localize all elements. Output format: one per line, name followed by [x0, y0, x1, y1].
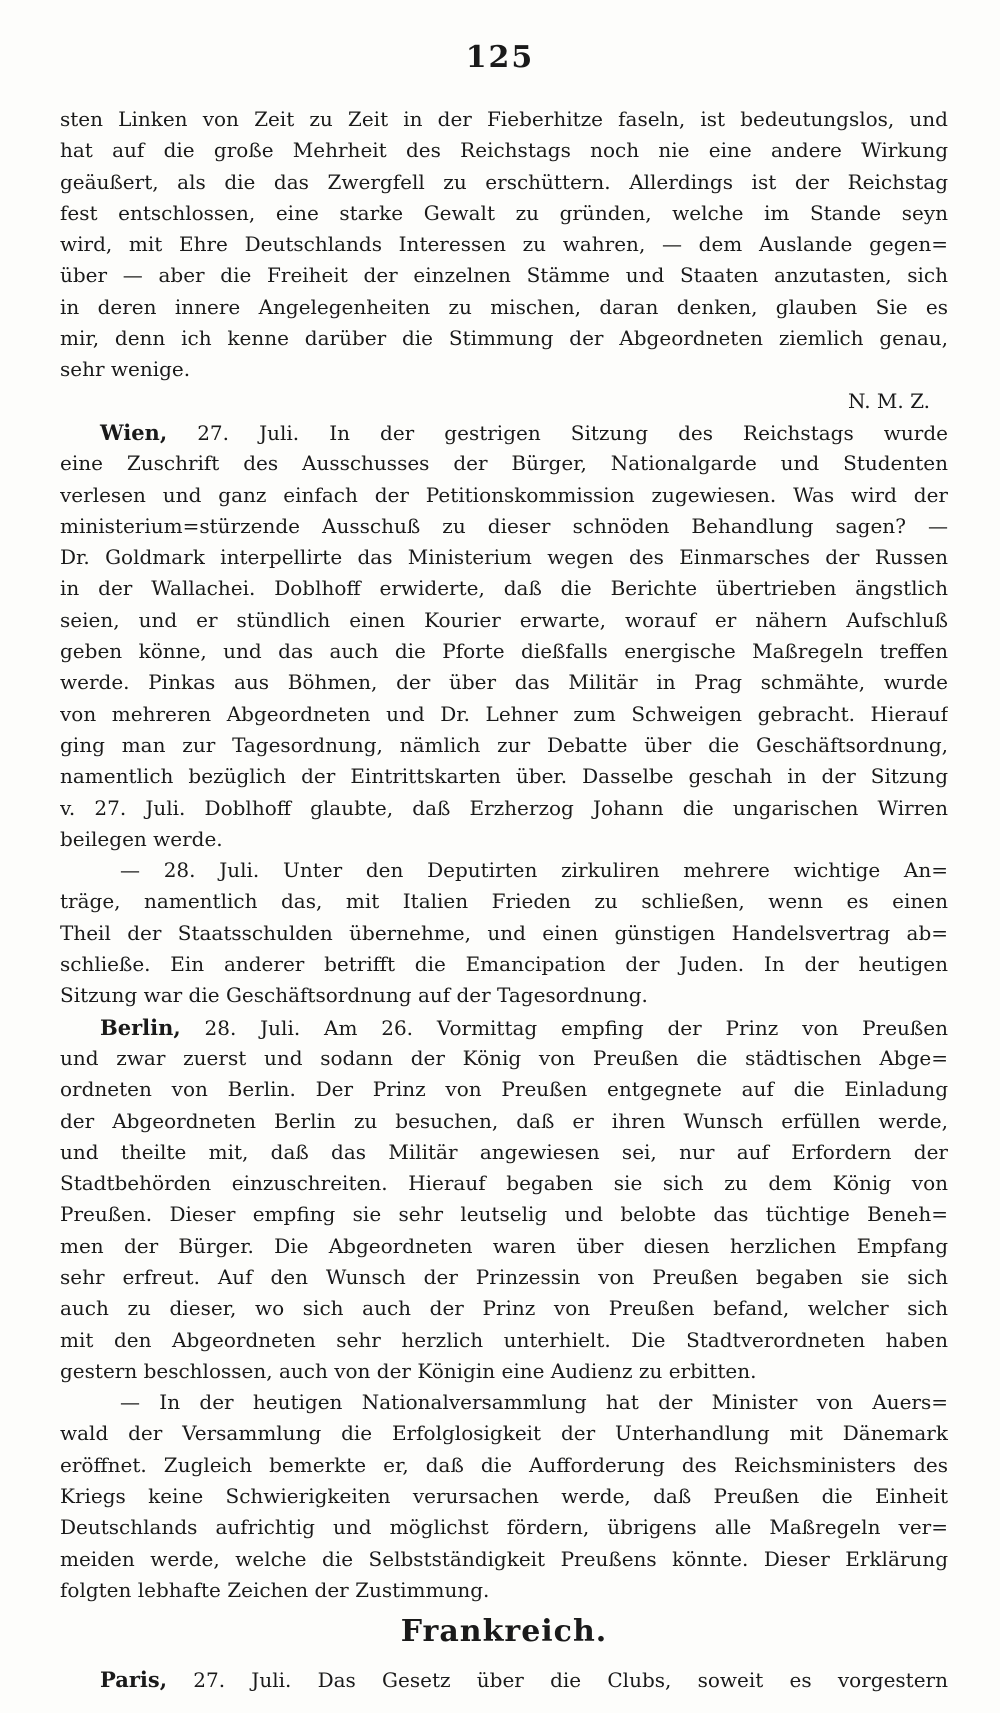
text-line: in deren innere Angelegenheiten zu mischen, daran denken, glauben Sie es — [60, 294, 948, 319]
text-line — [60, 1664, 948, 1695]
text-line: fest entschlossen, eine starke Gewalt zu gründen, welche im Stande seyn — [60, 200, 948, 225]
text-line: Deutschlands aufrichtig und möglichst fördern, übrigens alle Maßregeln ver= — [60, 1515, 948, 1540]
text-line: Kriegs keine Schwierigkeiten verursachen werde, daß Preußen die Einheit — [60, 1484, 948, 1509]
text-line — [60, 417, 948, 448]
text-line: seien, und er stündlich einen Kourier erwarte, worauf er nähern Aufschluß — [60, 607, 948, 632]
text-line: v. 27. Juli. Doblhoff glaubte, daß Erzherzog Johann die ungarischen Wirren — [60, 795, 948, 820]
paragraph-paris — [60, 1664, 948, 1695]
paragraph-continuation — [60, 104, 948, 417]
text-line: men der Bürger. Die Abgeordneten waren über diesen herzlichen Empfang — [60, 1233, 948, 1258]
text-line: Stadtbehörden einzuschreiten. Hierauf begaben sie sich zu dem König von — [60, 1171, 948, 1196]
text-line: eröffnet. Zugleich bemerkte er, daß die Aufforderung des Reichsministers des — [60, 1452, 948, 1477]
text-line: namentlich bezüglich der Eintrittskarten über. Dasselbe geschah in der Sitzung — [60, 764, 948, 789]
text-line: eine Zuschrift des Ausschusses der Bürger, Nationalgarde und Studenten — [60, 451, 948, 476]
text-line: werde. Pinkas aus Böhmen, der über das Militär in Prag schmähte, wurde — [60, 670, 948, 695]
text-line: verlesen und ganz einfach der Petitionskommission zugewiesen. Was wird der — [60, 482, 948, 507]
text-line: über — aber die Freiheit der einzelnen Stämme und Staaten anzutasten, sich — [60, 263, 948, 288]
dateline-place: Wien, — [100, 419, 168, 445]
text-line: in der Wallachei. Doblhoff erwiderte, daß die Berichte übertrieben ängstlich — [60, 576, 948, 601]
dateline-text: 27. Juli. In der gestrigen Sitzung des Reichstags wurde — [167, 420, 948, 445]
text-line: schließe. Ein anderer betrifft die Emancipation der Juden. In der heutigen — [60, 952, 948, 977]
text-line: Sitzung war die Geschäftsordnung auf der Tagesordnung. — [60, 983, 648, 1008]
text-line: wird, mit Ehre Deutschlands Interessen zu wahren, — dem Auslande gegen= — [60, 232, 948, 257]
text-line: meiden werde, welche die Selbstständigkeit Preußens könnte. Dieser Erklärung — [60, 1546, 948, 1571]
dateline-place: Berlin, — [100, 1014, 181, 1040]
text-line — [60, 1012, 948, 1043]
text-line: ministerium=stürzende Ausschuß zu dieser schnöden Behandlung sagen? — — [60, 513, 948, 538]
dateline-text: 28. Juli. Am 26. Vormittag empfing der Prinz von Preußen — [180, 1015, 948, 1040]
text-line: mir, denn ich kenne darüber die Stimmung der Abgeordneten ziemlich genau, — [60, 326, 948, 351]
text-line: träge, namentlich das, mit Italien Frieden zu schließen, wenn es einen — [60, 889, 948, 914]
text-line: Preußen. Dieser empfing sie sehr leutselig und belobte das tüchtige Beneh= — [60, 1202, 948, 1227]
text-line: sehr erfreut. Auf den Wunsch der Prinzessin von Preußen begaben sie sich — [60, 1264, 948, 1289]
text-line: beilegen werde. — [60, 826, 223, 851]
article-body — [60, 104, 948, 1696]
text-line: sehr wenige. — [60, 357, 191, 382]
text-line: von mehreren Abgeordneten und Dr. Lehner zum Schweigen gebracht. Hierauf — [60, 701, 948, 726]
text-line: Dr. Goldmark interpellirte das Ministerium wegen des Einmarsches der Russen — [60, 545, 948, 570]
text-line: geäußert, als die das Zwergfell zu erschüttern. Allerdings ist der Reichstag — [60, 169, 948, 194]
text-line: mit den Abgeordneten sehr herzlich unterhielt. Die Stadtverordneten haben — [60, 1327, 948, 1352]
text-line: geben könne, und das auch die Pforte dießfalls energische Maßregeln treffen — [60, 639, 948, 664]
section-heading: Frankreich. — [400, 1614, 608, 1650]
section-heading-row — [60, 1606, 948, 1664]
text-line: wald der Versammlung die Erfolglosigkeit der Unterhandlung mit Dänemark — [60, 1421, 948, 1446]
text-line: hat auf die große Mehrheit des Reichstags noch nie eine andere Wirkung — [60, 138, 948, 163]
paragraph-berlin — [60, 1012, 948, 1388]
text-line: ordneten von Berlin. Der Prinz von Preußen entgegnete auf die Einladung — [60, 1077, 948, 1102]
text-line: gestern beschlossen, auch von der Königin eine Audienz zu erbitten. — [60, 1358, 757, 1383]
paragraph-28-juli — [60, 855, 948, 1011]
text-line: — 28. Juli. Unter den Deputirten zirkuliren mehrere wichtige An= — [120, 858, 948, 883]
paragraph-wien — [60, 417, 948, 855]
text-line: Theil der Staatsschulden übernehme, und einen günstigen Handelsvertrag ab= — [60, 920, 948, 945]
text-line: ging man zur Tagesordnung, nämlich zur Debatte über die Geschäftsordnung, — [60, 732, 948, 757]
text-line: sten Linken von Zeit zu Zeit in der Fieberhitze faseln, ist bedeutungslos, und — [60, 107, 948, 131]
text-line: — In der heutigen Nationalversammlung hat der Minister von Auers= — [120, 1390, 948, 1415]
text-line: folgten lebhafte Zeichen der Zustimmung. — [60, 1577, 490, 1602]
page-number: 125 — [465, 40, 535, 75]
author-signature: N. M. Z. — [847, 388, 930, 413]
text-line: auch zu dieser, wo sich auch der Prinz von Preußen befand, welcher sich — [60, 1296, 948, 1321]
paragraph-nationalversammlung — [60, 1387, 948, 1606]
text-line: und zwar zuerst und sodann der König von Preußen die städtischen Abge= — [60, 1045, 948, 1070]
text-line: der Abgeordneten Berlin zu besuchen, daß er ihren Wunsch erfüllen werde, — [60, 1108, 948, 1133]
dateline-place: Paris, — [100, 1667, 168, 1693]
text-line: und theilte mit, daß das Militär angewiesen sei, nur auf Erfordern der — [60, 1139, 948, 1164]
dateline-text: 27. Juli. Das Gesetz über die Clubs, soweit es vorgestern — [167, 1668, 948, 1693]
